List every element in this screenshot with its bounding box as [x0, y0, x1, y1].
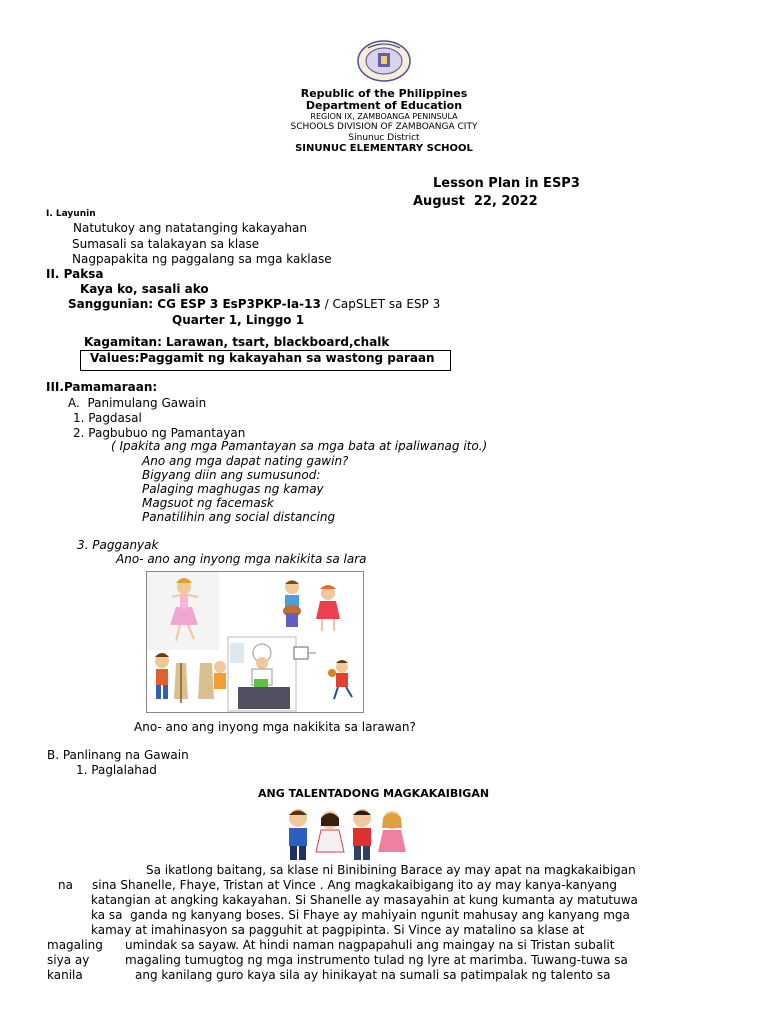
activity-a3: 3. Pagganyak [77, 538, 159, 552]
district-heading: Sinunuc District [348, 133, 420, 143]
activity-a: A. Panimulang Gawain [68, 396, 207, 410]
rule-item: Panatilihin ang social distancing [142, 510, 336, 524]
section-3-heading: III.Pamamaraan: [46, 380, 158, 394]
republic-heading: Republic of the Philippines [300, 87, 468, 100]
materials-text: Kagamitan: Larawan, tsart, blackboard,chalk [84, 335, 390, 349]
school-heading: SINUNUC ELEMENTARY SCHOOL [295, 143, 473, 154]
objective-item: Natutukoy ang natatanging kakayahan [73, 221, 307, 235]
rule-item: Bigyang diin ang sumusunod: [142, 468, 321, 482]
deped-seal-logo [356, 40, 412, 82]
question-part-1: Ano- [116, 552, 144, 566]
quarter-text: Quarter 1, Linggo 1 [172, 313, 305, 327]
reference-label: Sanggunian: CG ESP 3 EsP3PKP-Ia-13 [68, 297, 321, 311]
objective-item: Sumasali sa talakayan sa klase [72, 237, 260, 251]
rule-item: Palaging maghugas ng kamay [142, 482, 324, 496]
division-heading: SCHOOLS DIVISION OF ZAMBOANGA CITY [290, 122, 478, 132]
rule-item: Ano ang mga dapat nating gawin? [142, 454, 349, 468]
reference-rest: / CapSLET sa ESP 3 [320, 297, 441, 311]
activity-a2: 2. Pagbubuo ng Pamantayan [73, 426, 246, 440]
story-title: ANG TALENTADONG MAGKAKAIBIGAN [258, 787, 490, 800]
lesson-title: Lesson Plan in ESP3 [433, 176, 580, 191]
activity-b1: 1. Paglalahad [76, 763, 157, 777]
lesson-date: August 22, 2022 [413, 194, 538, 209]
activity-a1: 1. Pagdasal [73, 411, 142, 425]
section-1-heading: I. Layunin [46, 209, 96, 219]
story-line: ang kanilang guro kaya sila ay hinikayat na sumali sa patimpalak ng talento sa [135, 968, 611, 982]
motivation-question [116, 553, 367, 565]
values-text: Values:Paggamit ng kakayahan sa wastong paraan [90, 351, 435, 365]
section-2-heading: II. Paksa [46, 267, 104, 281]
story-line: umindak sa sayaw. At hindi naman nagpapahuli ang maingay na si Tristan subalit [125, 938, 615, 952]
question-part-2: ano ang inyong mga nakikita sa lara [143, 552, 367, 566]
story-line-lead: magaling [47, 938, 103, 952]
four-friends-illustration [278, 806, 412, 864]
story-line: magaling tumugtog ng mga instrumento tulad ng lyre at marimba. Tuwang-tuwa sa [125, 953, 628, 967]
reference-text [68, 298, 440, 310]
rule-item: Magsuot ng facemask [142, 496, 274, 510]
story-line: kamay at imahinasyon sa pagguhit at pagpipinta. Si Vince ay matalino sa klase at [91, 923, 585, 937]
instruction-text: ( Ipakita ang mga Pamantayan sa mga bata at ipaliwanag ito.) [111, 439, 488, 453]
story-line: Sa ikatlong baitang, sa klase ni Binibining Barace ay may apat na magkakaibigan [146, 863, 636, 877]
region-heading: REGION IX, ZAMBOANGA PENINSULA [310, 112, 458, 121]
story-line: sina Shanelle, Fhaye, Tristan at Vince . Ang magkakaibigang ito ay may kanya-kanyang [92, 878, 617, 892]
section-b-heading: B. Panlinang na Gawain [47, 748, 189, 762]
story-line: katangian at angking kakayahan. Si Shanelle ay masayahin at kung kumanta ay matutuwa [91, 893, 638, 907]
department-heading: Department of Education [305, 99, 463, 112]
topic-text: Kaya ko, sasali ako [80, 282, 209, 296]
picture-caption: Ano- ano ang inyong mga nakikita sa larawan? [134, 720, 416, 734]
story-line-lead: na [58, 878, 73, 892]
story-line-lead: kanila [47, 968, 83, 982]
story-line: ka sa ganda ng kanyang boses. Si Fhaye ay mahiyain ngunit mahusay ang kanyang mga [91, 908, 630, 922]
talents-illustration [146, 571, 364, 713]
objective-item: Nagpapakita ng paggalang sa mga kaklase [72, 252, 332, 266]
story-line-lead: siya ay [47, 953, 90, 967]
